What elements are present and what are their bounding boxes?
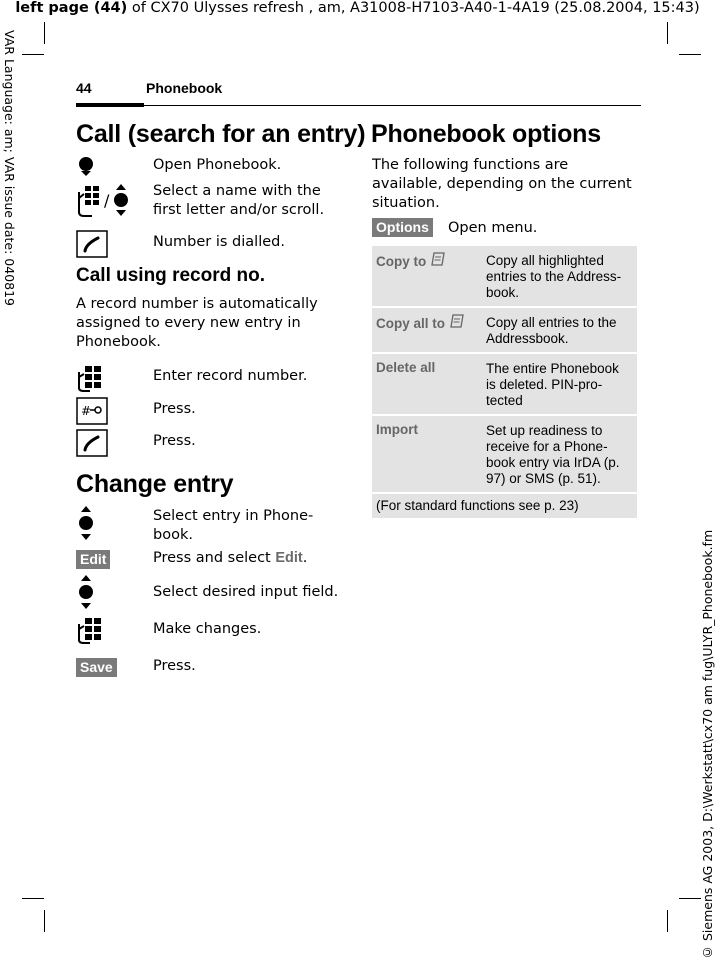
option-description: The entire Phonebook is deleted. PIN-pro-tected xyxy=(486,361,619,408)
option-description: Set up readiness to receive for a Phone-book entry via IrDA (p. 97) or SMS (p. 51). xyxy=(486,423,620,486)
option-row xyxy=(372,416,637,492)
call-step xyxy=(76,182,346,222)
step-text: Number is dialled. xyxy=(153,234,285,250)
navigation-updown-icon xyxy=(76,505,96,545)
call-key-icon xyxy=(76,429,108,461)
options-table xyxy=(372,246,637,518)
keypad-icon xyxy=(76,616,108,648)
option-name: Copy to xyxy=(376,252,476,269)
option-description: Copy all entries to the Addressbook. xyxy=(486,315,617,346)
svg-text:#: # xyxy=(81,404,92,418)
option-row xyxy=(372,354,637,414)
options-footer-note: (For standard functions see p. 23) xyxy=(372,494,637,518)
step-text: Press. xyxy=(153,658,196,674)
crop-mark xyxy=(44,22,45,44)
option-name: Delete all xyxy=(376,360,436,375)
navigation-updown-icon xyxy=(76,574,96,614)
separator-slash: / xyxy=(104,191,110,210)
keypad-icon xyxy=(76,364,108,396)
step-text: Open Phonebook. xyxy=(153,157,282,173)
step-text: Select entry in Phone-book. xyxy=(153,508,314,543)
crop-mark xyxy=(44,910,45,932)
record-step xyxy=(76,397,346,427)
crop-mark xyxy=(22,54,44,55)
change-step xyxy=(76,657,346,679)
record-heading: Call using record no. xyxy=(76,265,265,286)
crop-mark xyxy=(679,54,701,55)
crop-mark xyxy=(679,898,701,899)
step-text: Open menu. xyxy=(448,220,538,236)
header-rule xyxy=(76,105,641,106)
edit-softkey[interactable]: Edit xyxy=(76,549,110,569)
copyright-path-text: © Siemens AG 2003, D:\Werkstatt\cx70 am fug\ULYR_Phonebook.fm xyxy=(700,529,715,960)
page-number: 44 xyxy=(76,80,92,96)
option-name: Copy all to xyxy=(376,314,476,331)
call-step xyxy=(76,230,346,260)
change-heading: Change entry xyxy=(76,470,234,498)
navigation-down-icon xyxy=(76,156,96,180)
record-intro: A record number is automatically assigned to every new entry in Phonebook. xyxy=(76,296,318,350)
option-row xyxy=(372,308,637,352)
address-book-icon xyxy=(449,316,465,331)
step-text: Press and select Edit. xyxy=(153,550,308,566)
record-step xyxy=(76,429,346,459)
step-text: Press. xyxy=(153,401,196,417)
keypad-and-nav-icon xyxy=(76,182,132,222)
save-softkey[interactable]: Save xyxy=(76,657,117,677)
record-step xyxy=(76,364,346,394)
step-text: Press. xyxy=(153,433,196,449)
var-language-text: VAR Language: am; VAR issue date: 040819 xyxy=(2,30,17,306)
step-text: Select a name with the first letter and/or scroll. xyxy=(153,183,325,218)
header-rule-accent xyxy=(76,103,144,107)
call-heading: Call (search for an entry) xyxy=(76,120,366,148)
address-book-icon xyxy=(430,254,446,269)
call-step xyxy=(76,156,346,178)
option-name: Import xyxy=(376,422,418,437)
change-step xyxy=(76,549,346,571)
change-step xyxy=(76,574,346,612)
options-heading: Phonebook options xyxy=(371,120,601,148)
option-row xyxy=(372,246,637,306)
option-description: Copy all highlighted entries to the Address-book. xyxy=(486,253,622,300)
menu-step xyxy=(372,217,640,239)
crop-mark xyxy=(667,22,668,44)
crop-mark xyxy=(22,898,44,899)
step-text: Select desired input field. xyxy=(153,584,339,600)
call-key-icon xyxy=(76,230,108,262)
doc-info: of CX70 Ulysses refresh , am, A31008-H7103-A40-1-4A19 (25.08.2004, 15:43) xyxy=(131,0,700,16)
options-intro: The following functions are available, depending on the current situation. xyxy=(372,157,632,211)
change-step xyxy=(76,616,346,646)
step-text: Enter record number. xyxy=(153,368,308,384)
change-step xyxy=(76,505,346,547)
crop-mark xyxy=(667,910,668,932)
hash-key-icon xyxy=(76,397,108,429)
step-text: Make changes. xyxy=(153,621,262,637)
page-title: Phonebook xyxy=(146,80,223,96)
options-softkey[interactable]: Options xyxy=(372,217,433,236)
page-ref: left page (44) xyxy=(15,0,128,16)
print-header xyxy=(0,0,715,16)
